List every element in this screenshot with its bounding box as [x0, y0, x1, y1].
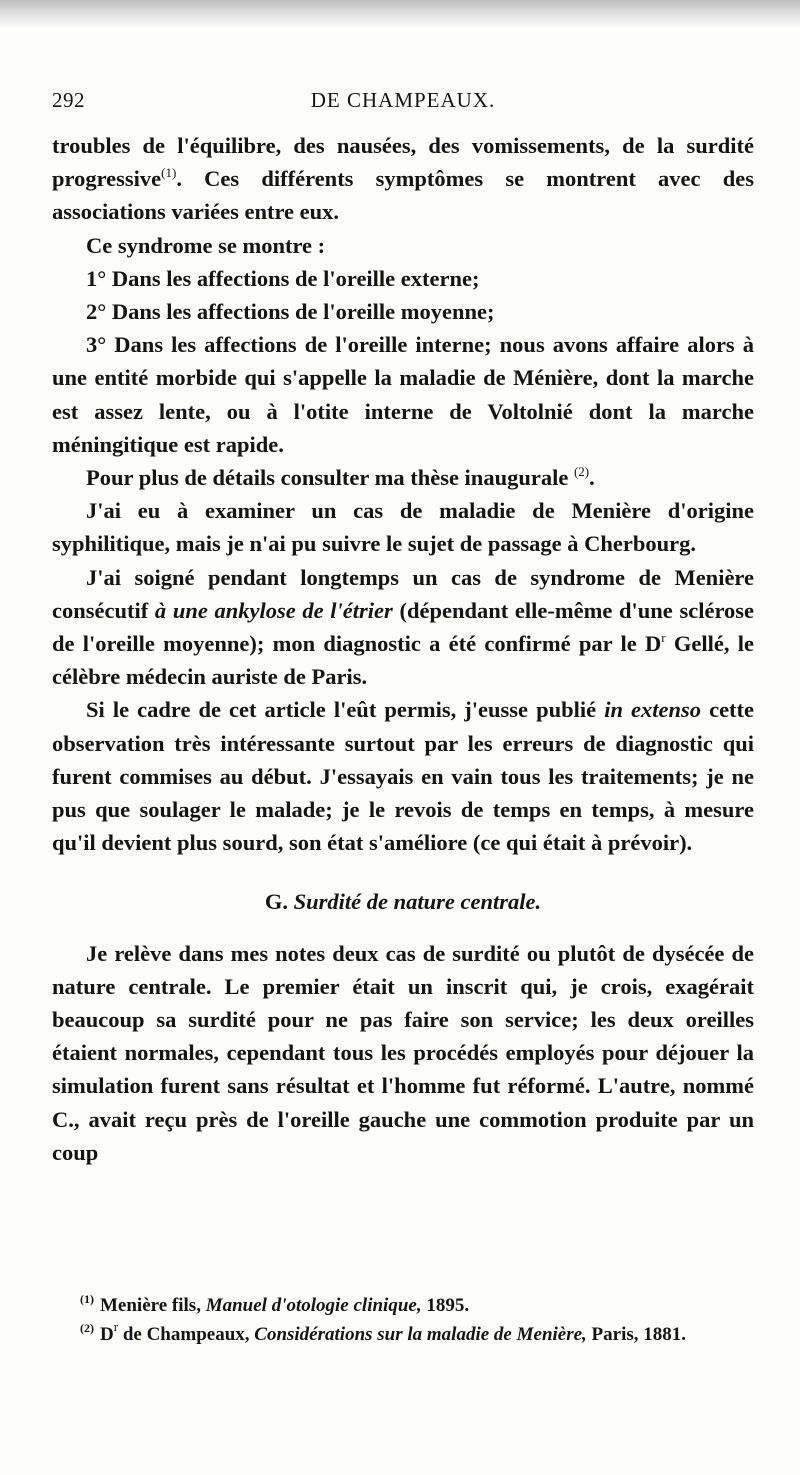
paragraph-continuation — [52, 129, 754, 229]
scan-edge-shadow — [0, 0, 800, 28]
text-span: troubles de l'équilibre, des nausées, des vomissements, de la surdité progressive — [52, 133, 754, 192]
section-title: Surdité de nature centrale. — [293, 889, 542, 915]
footnote-ref-2: (2) — [573, 464, 590, 480]
emphasis-text: Manuel d'otologie clinique, — [205, 1295, 422, 1316]
text-span: J'ai soigné pendant longtemps un cas de syndrome de Menière consécutif — [52, 564, 754, 623]
superscript: r — [113, 1319, 119, 1334]
emphasis-text: in extenso — [604, 697, 702, 723]
text-span: de Champeaux, — [118, 1324, 250, 1345]
text-span: Gellé, le célèbre médecin auriste de Paris. — [52, 631, 754, 690]
page-number: 292 — [52, 88, 85, 112]
list-item-3: 3° Dans les affections de l'oreille interne; nous avons affaire alors à une entité morbide qui s'appelle la maladie de Ménière, dont la marche est assez lente, ou à l'otite interne de Voltolnié dont la marche méningitique est rapide. — [52, 332, 754, 457]
text-span: Paris, 1881. — [591, 1324, 687, 1345]
section-letter: G. — [264, 889, 288, 915]
text-span: Menière fils, — [100, 1295, 201, 1316]
footnote-1 — [52, 1291, 754, 1320]
running-head: DE CHAMPEAUX. — [310, 88, 496, 112]
paragraph-observation — [52, 693, 754, 859]
paragraph-syndrome: Ce syndrome se montre : — [86, 232, 326, 258]
paragraph-central-deafness: Je relève dans mes notes deux cas de surdité ou plutôt de dysécée de nature centrale. Le premier était un inscrit qui, je crois, exagérait beaucoup sa surdité pour ne pas faire son service; les deux oreilles étaient normales, cependant tous les procédés employés pour déjouer la simulation furent sans résultat et l'homme fut réformé. L'autre, nommé C., avait reçu près de l'oreille gauche une commotion produite par un coup — [52, 940, 754, 1165]
page-header — [52, 88, 754, 118]
list-item-1: 1° Dans les affections de l'oreille externe; — [86, 265, 480, 291]
text-span: . Ces différents symptômes se montrent avec des associations variées entre eux. — [52, 166, 754, 225]
paragraph-syphilis-case: J'ai eu à examiner un cas de maladie de Menière d'origine syphilitique, mais je n'ai pu suivre le sujet de passage à Cherbourg. — [52, 498, 754, 557]
text-span: Pour plus de détails consulter ma thèse inaugurale — [86, 465, 569, 491]
list-item-2: 2° Dans les affections de l'oreille moyenne; — [86, 299, 495, 325]
text-span: Si le cadre de cet article l'eût permis, j'eusse publié — [86, 697, 597, 723]
paragraph-these — [52, 461, 754, 494]
emphasis-text: à une ankylose de l'étrier — [154, 597, 393, 623]
text-span: . — [589, 465, 595, 491]
text-span: D — [100, 1324, 114, 1345]
footnote-mark: (1) — [80, 1292, 94, 1306]
body-text — [52, 129, 754, 1169]
superscript: r — [661, 630, 666, 646]
text-span: cette observation très intéressante surtout par les erreurs de diagnostic qui furent commises au début. J'essayais en vain tous les traitements; je ne pus que soulager le malade; je le revois de temps en temps, à mesure qu'il devient plus sourd, son état s'améliore (ce qui était à prévoir). — [52, 697, 755, 856]
section-heading — [52, 885, 754, 918]
emphasis-text: Considérations sur la maladie de Menière, — [254, 1324, 587, 1345]
text-span: (dépendant elle-même d'une sclérose de l'oreille moyenne); mon diagnostic a été confirmé par le D — [52, 597, 755, 657]
text-span: 1895. — [426, 1295, 470, 1316]
footnote-2 — [52, 1320, 754, 1349]
footnote-mark: (2) — [80, 1321, 94, 1335]
footnote-ref-1: (1) — [161, 165, 177, 181]
paragraph-ankylose-case — [52, 561, 754, 694]
footnotes — [52, 1291, 754, 1349]
